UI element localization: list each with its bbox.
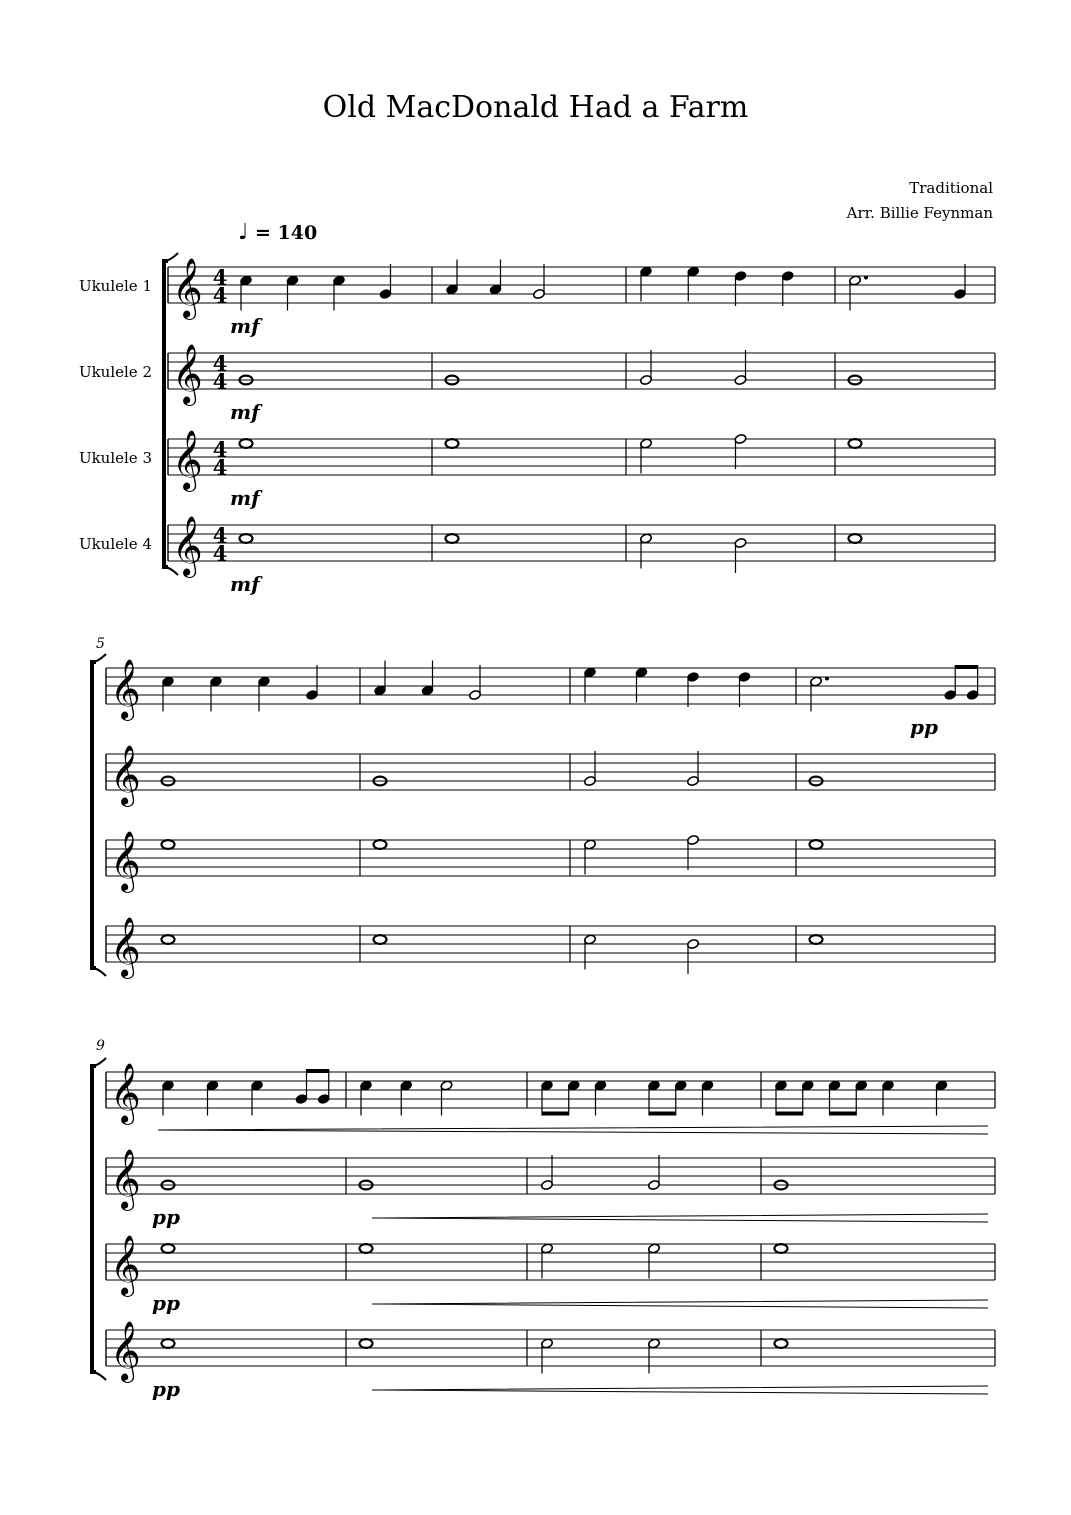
treble-clef-icon: 𝄞 xyxy=(110,1235,141,1295)
treble-clef-icon: 𝄞 xyxy=(110,1321,141,1381)
treble-clef-icon: 𝄞 xyxy=(110,1063,141,1123)
whole-note xyxy=(162,1339,175,1348)
dynamic-marking: mf xyxy=(230,572,260,596)
time-signature-bottom: 4 xyxy=(212,369,228,394)
dynamic-marking: mf xyxy=(230,400,260,424)
dynamic-marking: mf xyxy=(230,314,260,338)
crescendo-hairpin xyxy=(158,1126,988,1134)
time-signature-top: 4 xyxy=(212,437,228,462)
tempo-value: = 140 xyxy=(255,222,318,244)
note-beam xyxy=(830,1112,857,1116)
whole-note xyxy=(162,840,175,849)
treble-clef-icon: 𝄞 xyxy=(172,430,203,490)
quarter-note-icon: ♩ xyxy=(238,220,249,245)
whole-note xyxy=(775,1244,788,1253)
measure-number: 5 xyxy=(96,636,105,652)
whole-note xyxy=(374,840,387,849)
whole-note xyxy=(849,534,862,543)
note-beam xyxy=(649,1112,676,1116)
dynamic-marking: pp xyxy=(152,1205,180,1229)
treble-clef-icon: 𝄞 xyxy=(172,258,203,318)
composer: Traditional xyxy=(909,179,993,197)
note-beam xyxy=(542,1112,569,1116)
whole-note xyxy=(162,935,175,944)
measure-number: 9 xyxy=(96,1038,105,1054)
time-signature-top: 4 xyxy=(212,523,228,548)
staff-4 xyxy=(168,516,995,578)
whole-note xyxy=(240,439,253,448)
instrument-label-ukulele-4: Ukulele 4 xyxy=(78,535,152,553)
system-bracket xyxy=(164,261,168,567)
whole-note xyxy=(810,935,823,944)
treble-clef-icon: 𝄞 xyxy=(110,831,141,891)
time-signature-bottom: 4 xyxy=(212,283,228,308)
staff-2 xyxy=(106,745,995,807)
page-title: Old MacDonald Had a Farm xyxy=(322,90,749,125)
bracket-hook xyxy=(94,654,106,976)
staff-3 xyxy=(106,1235,995,1297)
note-beam xyxy=(776,1112,803,1116)
dynamic-marking: pp xyxy=(910,715,938,739)
dynamic-marking: pp xyxy=(152,1377,180,1401)
time-signature-top: 4 xyxy=(212,265,228,290)
treble-clef-icon: 𝄞 xyxy=(110,745,141,805)
augmentation-dot xyxy=(864,276,868,280)
treble-clef-icon: 𝄞 xyxy=(110,917,141,977)
staff-3 xyxy=(168,430,995,492)
note-beam xyxy=(307,1069,329,1073)
system-1 xyxy=(168,258,995,596)
whole-note xyxy=(162,1244,175,1253)
whole-note xyxy=(446,439,459,448)
staff-2 xyxy=(168,344,995,406)
whole-note xyxy=(775,1339,788,1348)
dynamic-marking: mf xyxy=(230,486,260,510)
staff-1 xyxy=(168,258,995,320)
bracket-hook xyxy=(94,1058,106,1380)
system-3 xyxy=(96,1038,995,1401)
crescendo-hairpin xyxy=(372,1214,988,1222)
staff-2 xyxy=(106,1149,995,1211)
whole-note xyxy=(360,1339,373,1348)
treble-clef-icon: 𝄞 xyxy=(110,659,141,719)
crescendo-hairpin xyxy=(372,1386,988,1394)
staff-1 xyxy=(106,659,995,721)
time-signature-bottom: 4 xyxy=(212,455,228,480)
system-2 xyxy=(96,636,995,979)
instrument-label-ukulele-1: Ukulele 1 xyxy=(78,277,152,295)
instrument-label-ukulele-3: Ukulele 3 xyxy=(78,449,152,467)
dynamic-marking: pp xyxy=(152,1291,180,1315)
instrument-label-ukulele-2: Ukulele 2 xyxy=(78,363,152,381)
staff-3 xyxy=(106,831,995,893)
whole-note xyxy=(810,840,823,849)
whole-note xyxy=(849,439,862,448)
system-bracket xyxy=(92,1066,96,1372)
augmentation-dot xyxy=(825,677,829,681)
time-signature-top: 4 xyxy=(212,351,228,376)
whole-note xyxy=(360,1244,373,1253)
treble-clef-icon: 𝄞 xyxy=(110,1149,141,1209)
staff-1 xyxy=(106,1063,995,1125)
treble-clef-icon: 𝄞 xyxy=(172,516,203,576)
crescendo-hairpin xyxy=(372,1300,988,1308)
arranger: Arr. Billie Feynman xyxy=(846,204,993,222)
note-beam xyxy=(955,665,977,669)
treble-clef-icon: 𝄞 xyxy=(172,344,203,404)
system-bracket xyxy=(92,662,96,968)
staff-4 xyxy=(106,1321,995,1383)
time-signature-bottom: 4 xyxy=(212,541,228,566)
whole-note xyxy=(374,935,387,944)
whole-note xyxy=(446,534,459,543)
staff-4 xyxy=(106,917,995,979)
whole-note xyxy=(240,534,253,543)
